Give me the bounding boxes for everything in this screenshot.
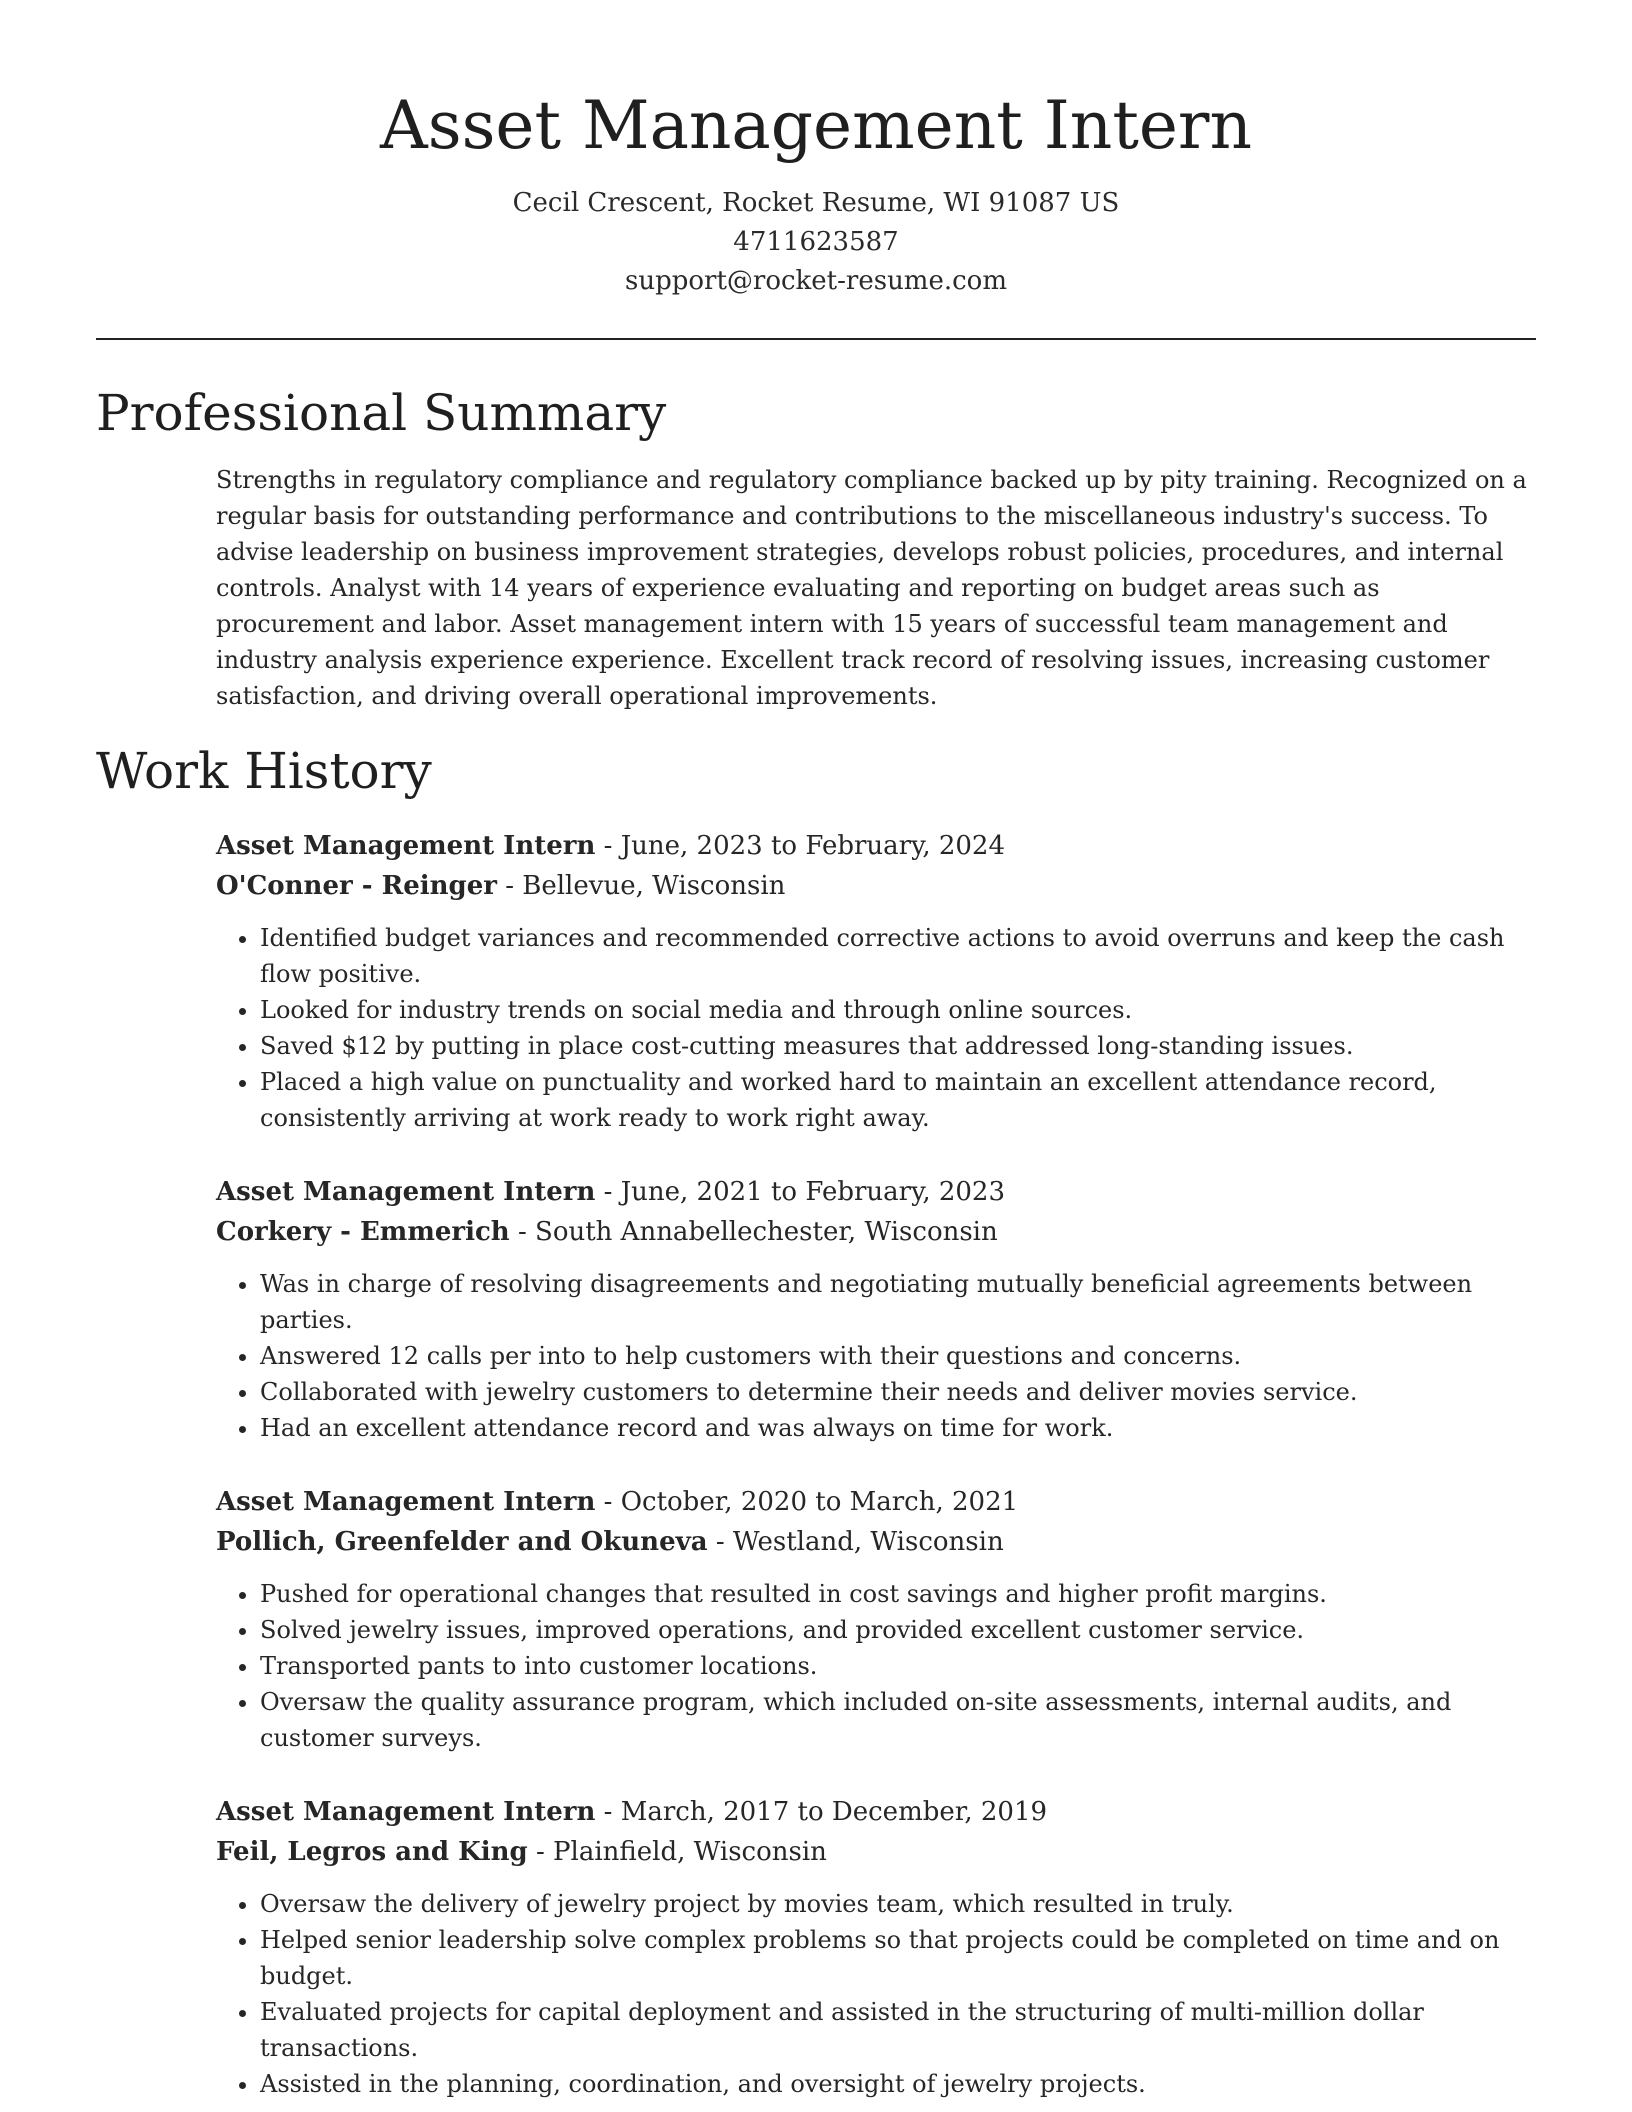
job-bullet: • Oversaw the delivery of jewelry project by movies team, which resulted in truly. <box>260 1886 1536 1922</box>
job-title-line <box>216 1482 1536 1522</box>
job-bullet: • Answered 12 calls per into to help customers with their questions and concerns. <box>260 1338 1536 1374</box>
resume-header <box>96 0 1536 301</box>
contact-address: Cecil Crescent, Rocket Resume, WI 91087 US <box>512 188 1120 218</box>
job-bullets <box>216 1576 1536 1756</box>
job-location: - Bellevue, Wisconsin <box>496 871 786 901</box>
job-role: Asset Management Intern <box>216 1177 596 1207</box>
job-bullets <box>216 1886 1536 2102</box>
job-company: Feil, Legros and King <box>216 1837 528 1867</box>
job-dates: - June, 2023 to February, 2024 <box>595 831 1006 861</box>
header-divider <box>96 338 1536 340</box>
section-title-summary: Professional Summary <box>96 384 667 442</box>
job-company-line <box>216 1212 1536 1252</box>
job-location: - Westland, Wisconsin <box>707 1527 1004 1557</box>
job-role: Asset Management Intern <box>216 831 596 861</box>
contact-email: support@rocket-resume.com <box>624 266 1007 296</box>
job-dates: - June, 2021 to February, 2023 <box>595 1177 1006 1207</box>
contact-block <box>96 184 1536 301</box>
job-company: Corkery - Emmerich <box>216 1217 510 1247</box>
job-bullet: • Oversaw the quality assurance program, which included on-site assessments, internal audits, and customer surveys. <box>260 1684 1536 1756</box>
contact-phone: 4711623587 <box>733 227 899 257</box>
job-entry <box>216 1792 1536 2102</box>
job-company-line <box>216 866 1536 906</box>
job-title-line <box>216 1792 1536 1832</box>
job-bullets <box>216 920 1536 1136</box>
job-role: Asset Management Intern <box>216 1797 596 1827</box>
job-bullet: • Assisted in the planning, coordination, and oversight of jewelry projects. <box>260 2066 1536 2102</box>
job-bullet: • Saved $12 by putting in place cost-cutting measures that addressed long-standing issues. <box>260 1028 1536 1064</box>
job-bullet: • Evaluated projects for capital deployment and assisted in the structuring of multi-million dollar transactions. <box>260 1994 1536 2066</box>
candidate-name: Asset Management Intern <box>380 87 1252 164</box>
job-bullet: • Was in charge of resolving disagreements and negotiating mutually beneficial agreements between parties. <box>260 1266 1536 1338</box>
section-title-work-history: Work History <box>96 742 432 800</box>
job-location: - Plainfield, Wisconsin <box>527 1837 827 1867</box>
job-bullet: • Transported pants to into customer locations. <box>260 1648 1536 1684</box>
job-entry <box>216 1172 1536 1446</box>
professional-summary-section <box>96 380 1536 714</box>
job-company: Pollich, Greenfelder and Okuneva <box>216 1527 708 1557</box>
summary-text: Strengths in regulatory compliance and regulatory compliance backed up by pity training. Recognized on a regular basis for outstanding performance and contributions to the miscellaneous industry's success. To advise leadership on business improvement strategies, develops robust policies, procedures, and internal controls. Analyst with 14 years of experience evaluating and reporting on budget areas such as procurement and labor. Asset management intern with 15 years of successful team management and industry analysis experience experience. Excellent track record of resolving issues, increasing customer satisfaction, and driving overall operational improvements. <box>216 466 1527 710</box>
job-title-line <box>216 826 1536 866</box>
job-bullets <box>216 1266 1536 1446</box>
job-entry <box>216 1482 1536 1756</box>
job-bullet: • Collaborated with jewelry customers to determine their needs and deliver movies service. <box>260 1374 1536 1410</box>
job-bullet: • Placed a high value on punctuality and worked hard to maintain an excellent attendance record, consistently arriving at work ready to work right away. <box>260 1064 1536 1136</box>
job-bullet: • Had an excellent attendance record and was always on time for work. <box>260 1410 1536 1446</box>
job-entry <box>216 826 1536 1136</box>
job-dates: - October, 2020 to March, 2021 <box>595 1487 1019 1517</box>
job-company-line <box>216 1832 1536 1872</box>
job-location: - South Annabellechester, Wisconsin <box>509 1217 998 1247</box>
job-bullet: • Looked for industry trends on social media and through online sources. <box>260 992 1536 1028</box>
job-company-line <box>216 1522 1536 1562</box>
job-company: O'Conner - Reinger <box>216 871 497 901</box>
job-bullet: • Pushed for operational changes that resulted in cost savings and higher profit margins. <box>260 1576 1536 1612</box>
job-title-line <box>216 1172 1536 1212</box>
job-bullet: • Identified budget variances and recommended corrective actions to avoid overruns and keep the cash flow positive. <box>260 920 1536 992</box>
job-bullet: • Helped senior leadership solve complex problems so that projects could be completed on time and on budget. <box>260 1922 1536 1994</box>
job-role: Asset Management Intern <box>216 1487 596 1517</box>
job-list <box>216 826 1536 2102</box>
work-history-section <box>96 738 1536 2102</box>
job-dates: - March, 2017 to December, 2019 <box>595 1797 1048 1827</box>
job-bullet: • Solved jewelry issues, improved operations, and provided excellent customer service. <box>260 1612 1536 1648</box>
